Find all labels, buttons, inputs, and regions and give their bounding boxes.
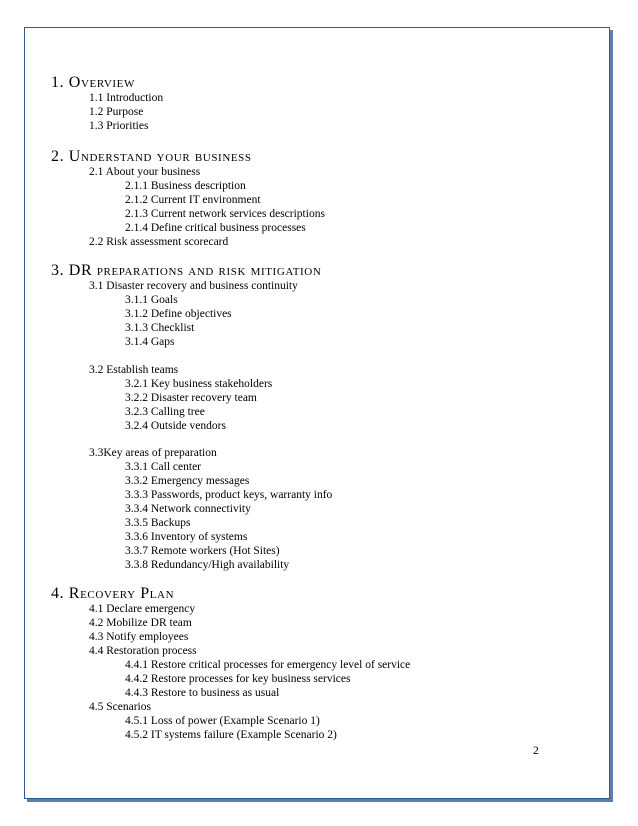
toc-subitem: 3.3.7 Remote workers (Hot Sites) — [125, 545, 280, 557]
toc-item: 3.2 Establish teams — [89, 364, 179, 376]
toc-item: 3.1 Disaster recovery and business continuity — [89, 280, 298, 292]
toc-subitem: 3.3.2 Emergency messages — [125, 475, 250, 487]
page-number: 2 — [533, 745, 539, 757]
toc-subitem: 4.5.2 IT systems failure (Example Scenario 2) — [125, 729, 337, 741]
toc-subitem: 4.4.1 Restore critical processes for emergency level of service — [125, 659, 411, 671]
section-heading-understand-business: 2. Understand your business — [51, 148, 252, 165]
toc-subitem: 3.2.2 Disaster recovery team — [125, 392, 257, 404]
toc-subitem: 3.2.1 Key business stakeholders — [125, 378, 273, 390]
toc-item: 1.3 Priorities — [89, 120, 149, 132]
toc-item: 4.5 Scenarios — [89, 701, 151, 713]
section-heading-overview: 1. Overview — [51, 74, 135, 91]
toc-subitem: 3.3.6 Inventory of systems — [125, 531, 248, 543]
toc-item: 1.1 Introduction — [89, 92, 164, 104]
toc-subitem: 3.1.2 Define objectives — [125, 308, 232, 320]
toc-subitem: 3.3.5 Backups — [125, 517, 191, 529]
toc-item: 2.1 About your business — [89, 166, 201, 178]
section-heading-recovery-plan: 4. Recovery Plan — [51, 585, 175, 602]
toc-subitem: 2.1.2 Current IT environment — [125, 194, 261, 206]
toc-item: 4.2 Mobilize DR team — [89, 617, 192, 629]
toc-subitem: 3.3.3 Passwords, product keys, warranty info — [125, 489, 333, 501]
toc-subitem: 3.1.3 Checklist — [125, 322, 195, 334]
toc-subitem: 4.4.3 Restore to business as usual — [125, 687, 280, 699]
toc-subitem: 3.2.3 Calling tree — [125, 406, 205, 418]
toc-subitem: 3.2.4 Outside vendors — [125, 420, 226, 432]
toc-item: 4.4 Restoration process — [89, 645, 197, 657]
section-heading-dr-preparations: 3. DR preparations and risk mitigation — [51, 262, 322, 279]
toc-subitem: 2.1.4 Define critical business processes — [125, 222, 306, 234]
toc-item: 2.2 Risk assessment scorecard — [89, 236, 229, 248]
toc-subitem: 4.5.1 Loss of power (Example Scenario 1) — [125, 715, 320, 727]
toc-subitem: 2.1.3 Current network services descriptions — [125, 208, 325, 220]
toc-subitem: 3.3.4 Network connectivity — [125, 503, 251, 515]
toc-subitem: 4.4.2 Restore processes for key business services — [125, 673, 351, 685]
toc-subitem: 3.1.1 Goals — [125, 294, 178, 306]
toc-item: 1.2 Purpose — [89, 106, 144, 118]
toc-item: 4.3 Notify employees — [89, 631, 189, 643]
toc-subitem: 3.3.8 Redundancy/High availability — [125, 559, 290, 571]
toc-item: 4.1 Declare emergency — [89, 603, 196, 615]
toc-subitem: 3.1.4 Gaps — [125, 336, 175, 348]
toc-subitem: 3.3.1 Call center — [125, 461, 202, 473]
toc-subitem: 2.1.1 Business description — [125, 180, 246, 192]
toc-item: 3.3Key areas of preparation — [89, 447, 217, 459]
